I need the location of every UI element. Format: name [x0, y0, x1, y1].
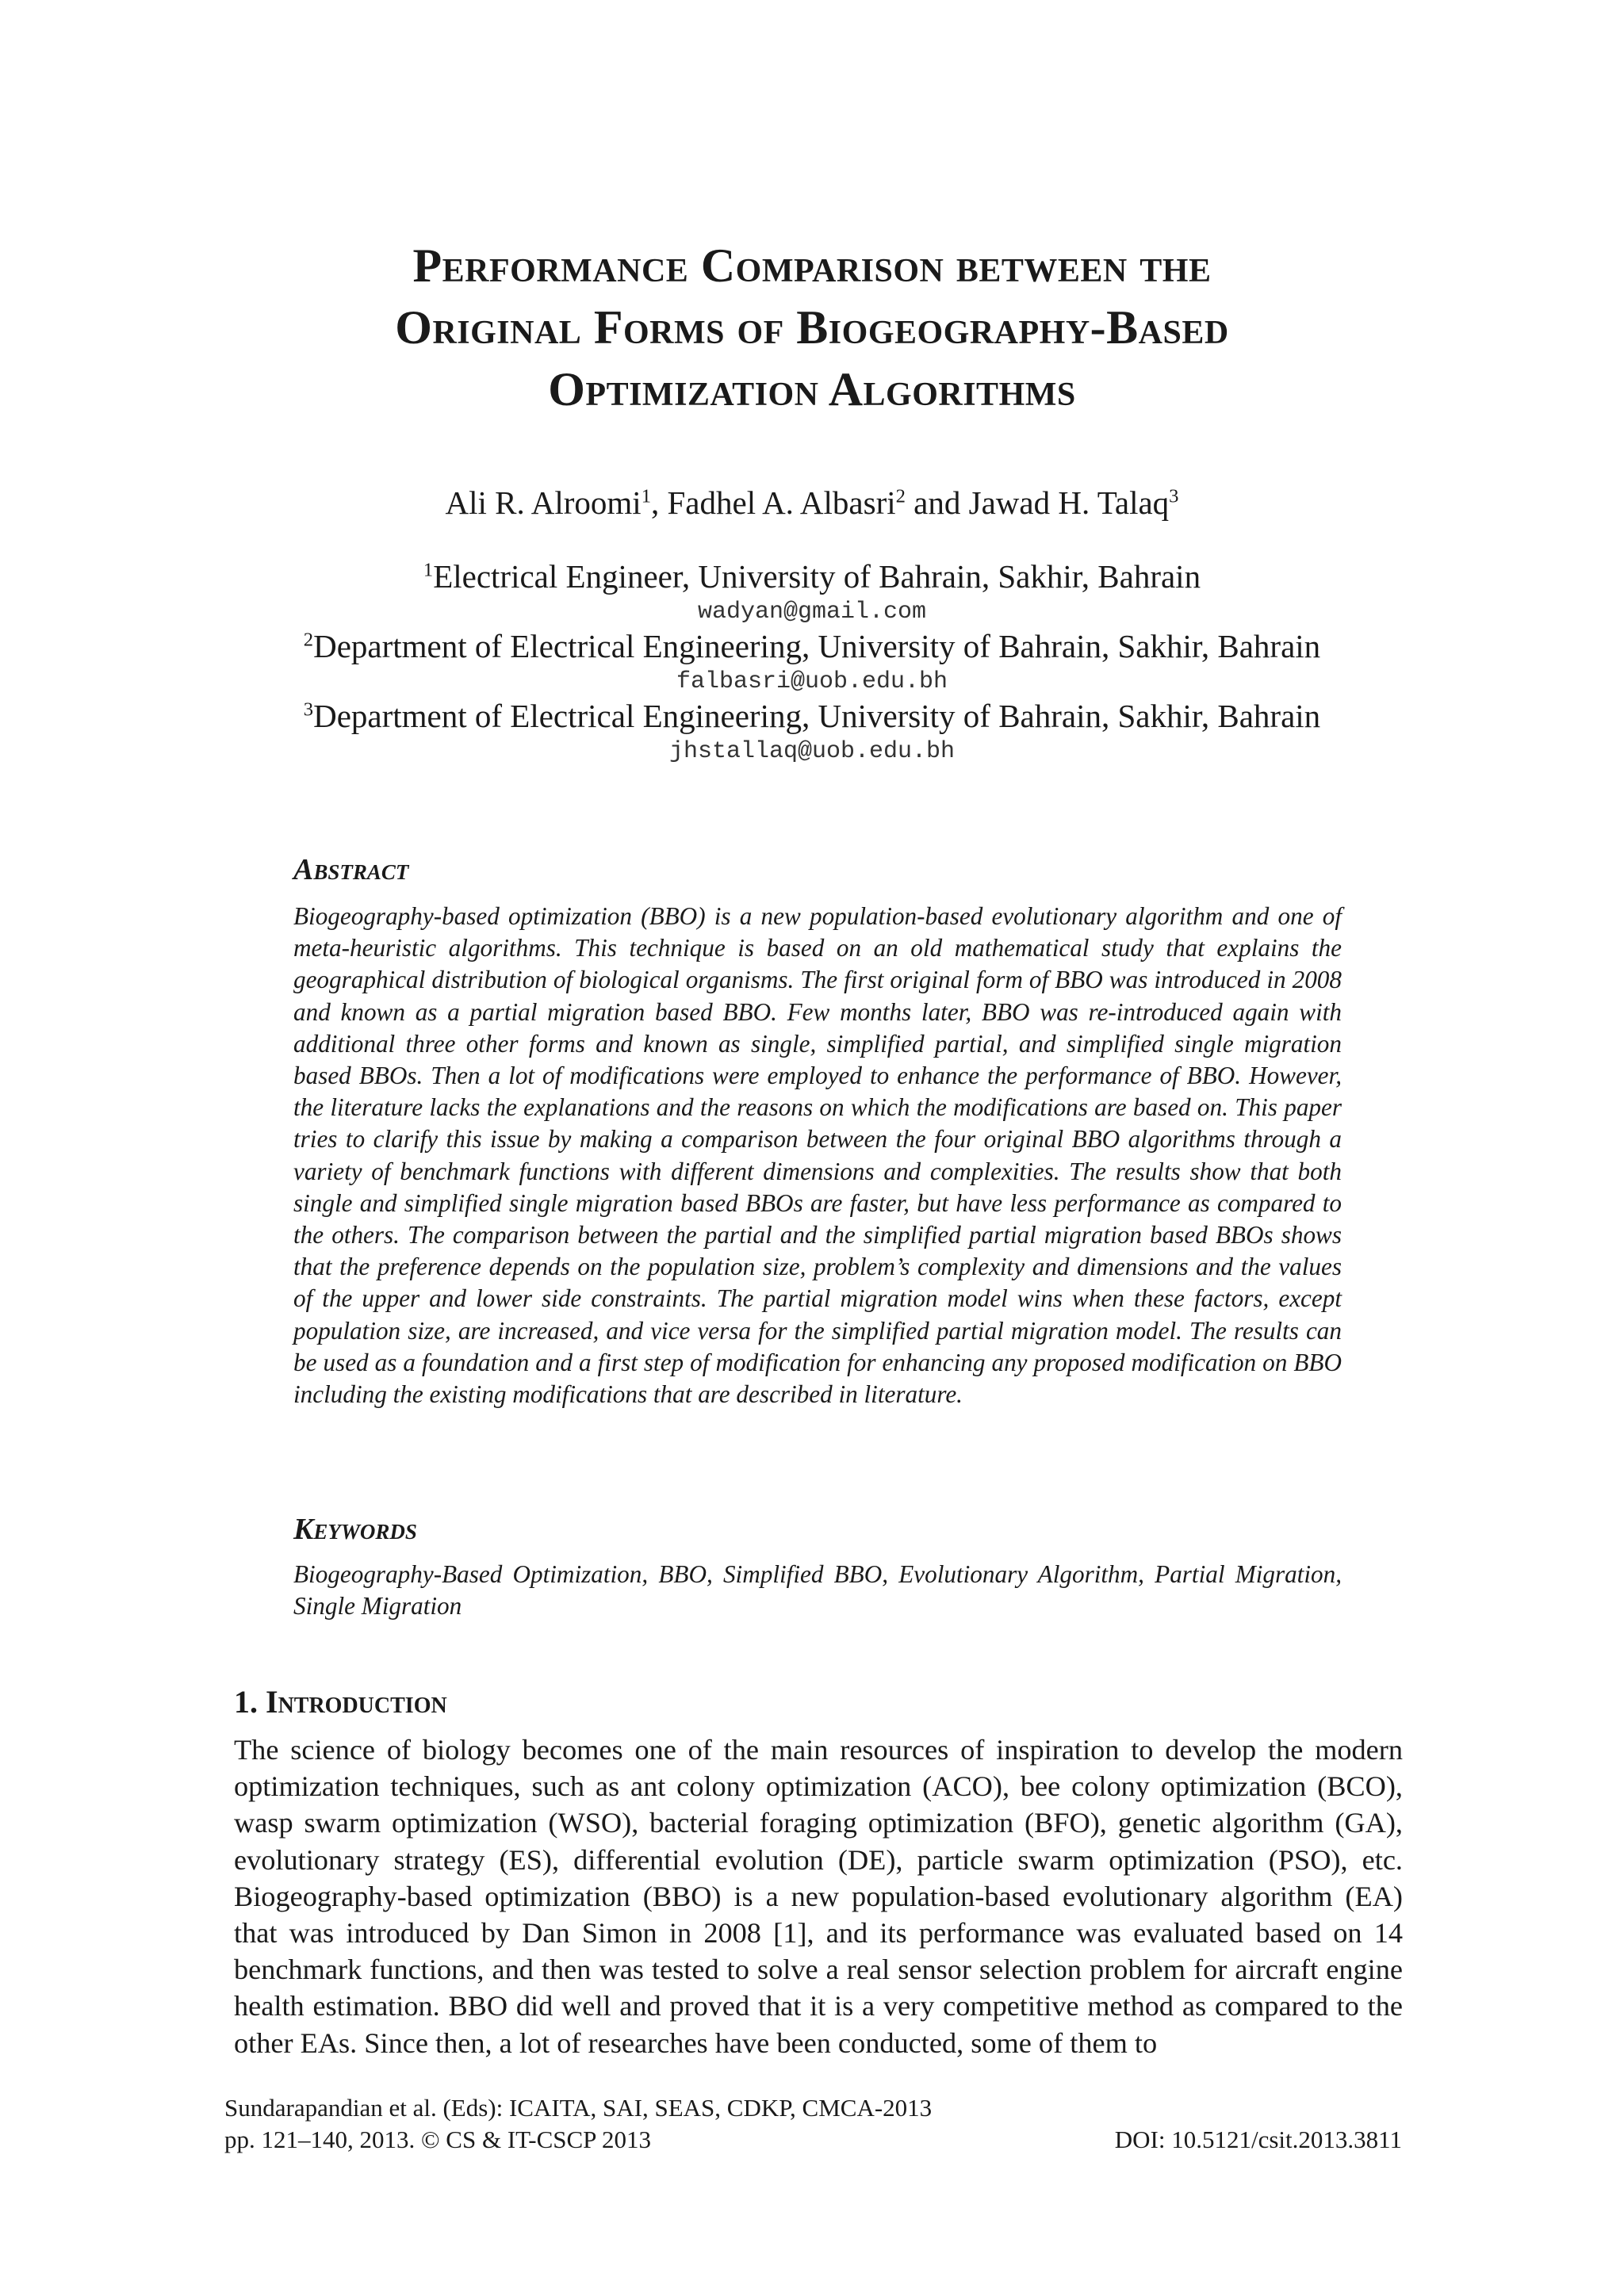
affiliation-1-email: wadyan@gmail.com — [697, 599, 927, 626]
title-line-2: Original Forms of Biogeography-Based — [395, 301, 1229, 354]
introduction-heading: 1. Introduction — [234, 1684, 447, 1720]
affiliation-2-mark: 2 — [303, 629, 314, 651]
author-3-mark: 3 — [1169, 485, 1179, 507]
author-separator: and — [905, 484, 969, 521]
affiliation-2 — [0, 626, 1624, 666]
keywords-heading: Keywords — [293, 1513, 417, 1546]
title-line-3: Optimization Algorithms — [548, 363, 1076, 415]
author-1: Ali R. Alroomi — [445, 484, 642, 521]
author-2-mark: 2 — [895, 485, 906, 507]
affiliation-3-text: Department of Electrical Engineering, University of Bahrain, Sakhir, Bahrain — [313, 698, 1321, 734]
affiliation-1-mark: 1 — [423, 559, 434, 581]
author-list — [0, 480, 1624, 525]
title-line-1: Performance Comparison between the — [412, 239, 1212, 292]
affiliation-1 — [0, 557, 1624, 596]
paper-title — [0, 235, 1624, 420]
footer-pages-copyright: pp. 121–140, 2013. © CS & IT-CSCP 2013 — [224, 2126, 652, 2153]
abstract-heading: Abstract — [293, 853, 409, 886]
footer-doi: DOI: 10.5121/csit.2013.3811 — [1114, 2126, 1402, 2153]
abstract-text: Biogeography-based optimization (BBO) is a new population-based evolutionary algorithm and one of meta-heuristic algorithms. This technique is based on an old mathematical study that explains the geographical distribution of biological organisms. The first original form of BBO was introduced in 2008 and known as a partial migration based BBO. Few months later, BBO was re-introduced again with additional three other forms and known as single, simplified partial, and simplified single migration based BBOs. Then a lot of modifications were employed to enhance the performance of BBO. However, the literature lacks the explanations and the reasons on which the modifications are based on. This paper tries to clarify this issue by making a comparison between the four original BBO algorithms through a variety of benchmark functions with different dimensions and complexities. The results show that both single and simplified single migration based BBOs are faster, but have less performance as compared to the others. The comparison between the partial and the simplified partial migration based BBOs shows that the preference depends on the population size, problem’s complexity and dimensions and the values of the upper and lower side constraints. The partial migration model wins when these factors, except population size, are increased, and vice versa for the simplified partial migration model. The results can be used as a foundation and a first step of modification for enhancing any proposed modification on BBO including the existing modifications that are described in literature. — [293, 902, 1342, 1409]
introduction-text: The science of biology becomes one of the main resources of inspiration to develop the modern optimization techniques, such as ant colony optimization (ACO), bee colony optimization (BCO), wasp swarm optimization (WSO), bacterial foraging optimization (BFO), genetic algorithm (GA), evolutionary strategy (ES), differential evolution (DE), particle swarm optimization (PSO), etc. Biogeography-based optimization (BBO) is a new population-based evolutionary algorithm (EA) that was introduced by Dan Simon in 2008 [1], and its performance was evaluated based on 14 benchmark functions, and then was tested to solve a real sensor selection problem for aircraft engine health estimation. BBO did well and proved that it is a very competitive method as compared to the other EAs. Since then, a lot of researches have been conducted, some of them to — [234, 1734, 1403, 2059]
affiliation-2-text: Department of Electrical Engineering, University of Bahrain, Sakhir, Bahrain — [313, 628, 1321, 664]
author-3: Jawad H. Talaq — [968, 484, 1170, 521]
affiliation-3 — [0, 696, 1624, 736]
affiliation-1-text: Electrical Engineer, University of Bahrain, Sakhir, Bahrain — [433, 558, 1201, 595]
affiliation-3-email: jhstallaq@uob.edu.bh — [668, 738, 956, 765]
author-separator: , — [651, 484, 668, 521]
author-2: Fadhel A. Albasri — [667, 484, 896, 521]
author-1-mark: 1 — [641, 485, 651, 507]
affiliation-2-email: falbasri@uob.edu.bh — [676, 668, 948, 695]
keywords-text: Biogeography-Based Optimization, BBO, Simplified BBO, Evolutionary Algorithm, Partial Migration, Single Migration — [293, 1560, 1342, 1620]
affiliation-3-mark: 3 — [303, 698, 314, 721]
footer-proceedings: Sundarapandian et al. (Eds): ICAITA, SAI, SEAS, CDKP, CMCA-2013 — [224, 2094, 933, 2122]
